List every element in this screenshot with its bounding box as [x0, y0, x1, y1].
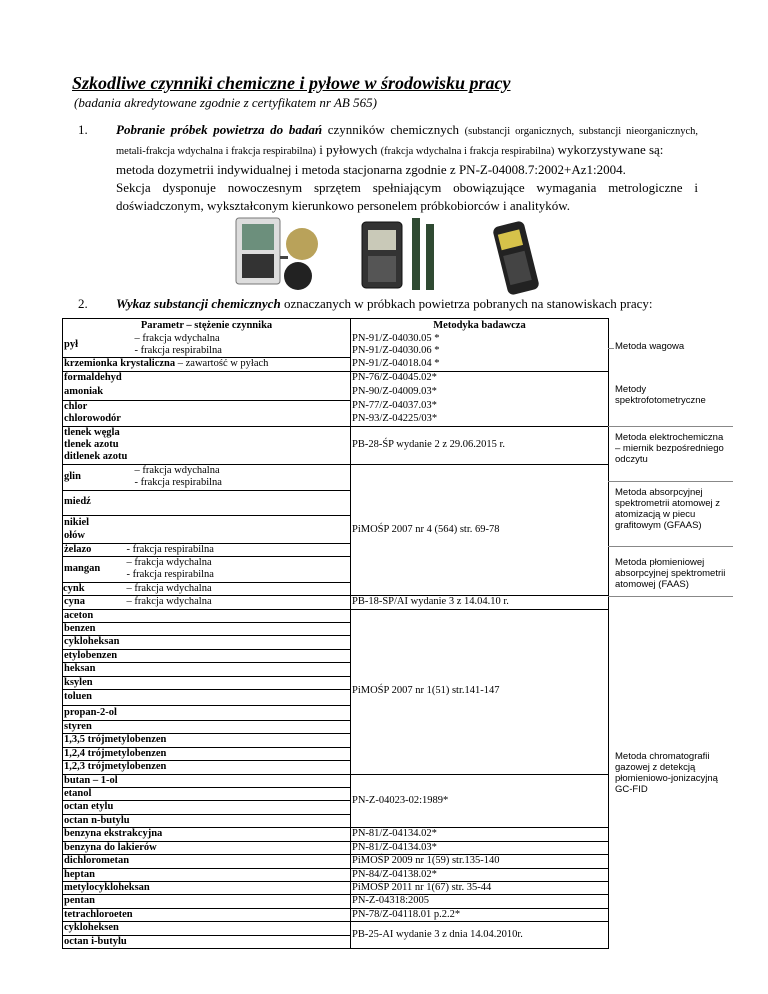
- section-body: [116, 295, 698, 313]
- param-cyna: cyna: [63, 596, 123, 609]
- desc-divider: [608, 546, 733, 547]
- param-frac-wd: – frakcja wdychalna: [123, 596, 351, 609]
- param-organic-substance: benzyna ekstrakcyjna: [63, 828, 351, 841]
- param-organic-substance: octan etylu: [63, 801, 351, 814]
- param-organic-substance: pentan: [63, 895, 351, 908]
- col-method-header: Metodyka badawcza: [351, 319, 609, 333]
- param-organic-substance: octan n-butylu: [63, 814, 351, 827]
- text-fragment: wykorzystywane są:: [554, 142, 664, 157]
- param-miedz: miedź: [63, 490, 351, 515]
- method-cell: PN-91/Z-04030.05 *: [351, 333, 609, 346]
- param-olow: ołów: [63, 530, 351, 543]
- dosimeter-image: [360, 216, 442, 298]
- param-organic-substance: aceton: [63, 609, 351, 622]
- param-cynk: cynk: [63, 582, 123, 595]
- substances-table: [62, 318, 609, 949]
- method-desc-elektro: Metoda elektrochemiczna – miernik bezpośredniego odczytu: [615, 432, 724, 465]
- param-name: krzemionka krystaliczna: [64, 358, 176, 370]
- param-organic-substance: cykloheksan: [63, 636, 351, 649]
- text-fragment: czynników chemicznych: [322, 122, 465, 137]
- method-cell: PN-Z-04023-02:1989*: [351, 774, 609, 828]
- method-desc-gcfid: Metoda chromatografii gazowej z detekcją płomieniowo-jonizacyjną GC-FID: [615, 751, 718, 795]
- desc-divider: [608, 348, 614, 349]
- methods-line: metoda dozymetrii indywidualnej i metoda stacjonarna zgodnie z PN-Z-04008.7:2002+Az1:2004.: [116, 162, 626, 177]
- section-number: 1.: [78, 122, 88, 137]
- method-cell: PN-93/Z-04225/03*: [351, 413, 609, 426]
- param-organic-substance: benzen: [63, 623, 351, 636]
- gas-meter-image: [486, 213, 546, 298]
- param-ditlenek-azotu: ditlenek azotu: [63, 451, 351, 464]
- text-fragment: oznaczanych w próbkach powietrza pobranych na stanowiskach pracy:: [280, 296, 653, 311]
- param-organic-substance: 1,3,5 trójmetylobenzen: [63, 734, 351, 747]
- method-cell: PN-78/Z-04118.01 p.2.2*: [351, 908, 609, 921]
- param-organic-substance: octan i-butylu: [63, 935, 351, 948]
- method-cell: PB-25-AI wydanie 3 z dnia 14.04.2010r.: [351, 922, 609, 949]
- param-formaldehyd: formaldehyd: [63, 371, 351, 384]
- param-frac-wd: – frakcja wdychalna: [123, 333, 351, 346]
- param-krzemionka: [63, 358, 351, 371]
- param-frac-wd: – frakcja wdychalna: [123, 464, 351, 477]
- method-cell: PN-76/Z-04045.02*: [351, 371, 609, 384]
- section-number: 2.: [78, 296, 88, 311]
- param-organic-substance: styren: [63, 721, 351, 734]
- section-body: [116, 121, 698, 215]
- method-desc-wagowa: Metoda wagowa: [615, 341, 685, 352]
- param-frac-resp: - frakcja respirabilna: [123, 477, 351, 490]
- param-organic-substance: ksylen: [63, 676, 351, 689]
- method-cell: PiMOŚP 2007 nr 4 (564) str. 69-78: [351, 464, 609, 595]
- param-organic-substance: dichlorometan: [63, 855, 351, 868]
- desc-divider: [608, 426, 733, 427]
- param-organic-substance: propan-2-ol: [63, 706, 351, 721]
- section-sampling: [70, 121, 698, 215]
- param-frac-wd: – frakcja wdychalna: [123, 582, 351, 595]
- param-frac-resp: - frakcja respirabilna: [123, 569, 351, 582]
- param-amoniak: amoniak: [63, 384, 351, 400]
- equipment-photos: [0, 211, 768, 301]
- param-organic-substance: tetrachloroeten: [63, 908, 351, 921]
- method-cell: PiMOŚP 2009 nr 1(59) str.135-140: [351, 855, 609, 868]
- param-chlorowodor: chlorowodór: [63, 413, 351, 426]
- method-cell: PN-91/Z-04018.04 *: [351, 358, 609, 371]
- param-organic-substance: etanol: [63, 788, 351, 801]
- page-subtitle: (badania akredytowane zgodnie z certyfikatem nr AB 565): [74, 95, 377, 110]
- param-note: – zawartość w pyłach: [175, 358, 269, 370]
- param-organic-substance: benzyna do lakierów: [63, 841, 351, 854]
- method-desc-gfaas: Metoda absorpcyjnej spektrometrii atomowej z atomizacją w piecu grafitowym (GFAAS): [615, 487, 721, 531]
- desc-divider: [608, 481, 733, 482]
- param-organic-substance: etylobenzen: [63, 649, 351, 662]
- param-frac-resp: - frakcja respirabilna: [123, 345, 351, 358]
- col-param-header: Parametr – stężenie czynnika: [63, 319, 351, 333]
- method-desc-spektro: Metody spektrofotometryczne: [615, 384, 706, 406]
- text-fragment: (substancji organicznych, substancji nieorganicznych, metali-frakcja wdychalna i frakcja respirabilna): [116, 126, 698, 157]
- param-organic-substance: 1,2,4 trójmetylobenzen: [63, 747, 351, 760]
- param-organic-substance: heptan: [63, 868, 351, 881]
- substances-lead: Wykaz substancji chemicznych: [116, 296, 281, 311]
- param-organic-substance: toluen: [63, 690, 351, 706]
- method-cell: PN-77/Z-04037.03*: [351, 400, 609, 413]
- page-title: Szkodliwe czynniki chemiczne i pyłowe w środowisku pracy: [72, 73, 511, 93]
- method-desc-faas: Metoda płomieniowej absorpcyjnej spektrometrii atomowej (FAAS): [615, 557, 726, 590]
- sampling-lead: Pobranie próbek powietrza do badań: [116, 122, 323, 137]
- param-tlenek-azotu: tlenek azotu: [63, 439, 351, 452]
- param-pyl: pył: [63, 333, 123, 358]
- method-cell: PB-28-ŚP wydanie 2 z 29.06.2015 r.: [351, 426, 609, 464]
- section-substances: [70, 295, 698, 313]
- desc-divider: [608, 596, 733, 597]
- param-zelazo: żelazo: [63, 543, 123, 556]
- method-cell: PN-Z-04318:2005: [351, 895, 609, 908]
- param-organic-substance: 1,2,3 trójmetylobenzen: [63, 761, 351, 774]
- text-fragment: (frakcja wdychalna i frakcja respirabilna): [380, 146, 555, 157]
- equipment-line: Sekcja dysponuje nowoczesnym sprzętem spełniającym obowiązujące wymagania metrologiczne i doświadczonym, wykształconym kierunkowo personelem próbkobiorców i analityków.: [116, 180, 698, 213]
- param-organic-substance: cykloheksen: [63, 922, 351, 935]
- param-tlenek-wegla: tlenek węgla: [63, 426, 351, 439]
- method-cell: PN-90/Z-04009.03*: [351, 384, 609, 400]
- organic-substances: [63, 609, 609, 948]
- method-cell: PB-18-SP/AI wydanie 3 z 14.04.10 r.: [351, 596, 609, 609]
- param-glin: glin: [63, 464, 123, 490]
- param-nikiel: nikiel: [63, 515, 351, 530]
- method-cell: PiMOŚP 2011 nr 1(67) str. 35-44: [351, 881, 609, 894]
- method-cell: PN-81/Z-04134.03*: [351, 841, 609, 854]
- method-cell: PN-81/Z-04134.02*: [351, 828, 609, 841]
- param-frac-wd: – frakcja wdychalna: [123, 556, 351, 569]
- text-fragment: i pyłowych: [315, 142, 381, 157]
- param-organic-substance: metylocykloheksan: [63, 881, 351, 894]
- param-organic-substance: heksan: [63, 663, 351, 676]
- param-chlor: chlor: [63, 400, 351, 413]
- sampling-pump-image: [232, 216, 327, 298]
- param-mangan: mangan: [63, 556, 123, 582]
- method-cell: PiMOŚP 2007 nr 1(51) str.141-147: [351, 609, 609, 774]
- method-cell: PN-91/Z-04030.06 *: [351, 345, 609, 358]
- param-organic-substance: butan – 1-ol: [63, 774, 351, 787]
- param-frac-resp: - frakcja respirabilna: [123, 543, 351, 556]
- method-cell: PN-84/Z-04138.02*: [351, 868, 609, 881]
